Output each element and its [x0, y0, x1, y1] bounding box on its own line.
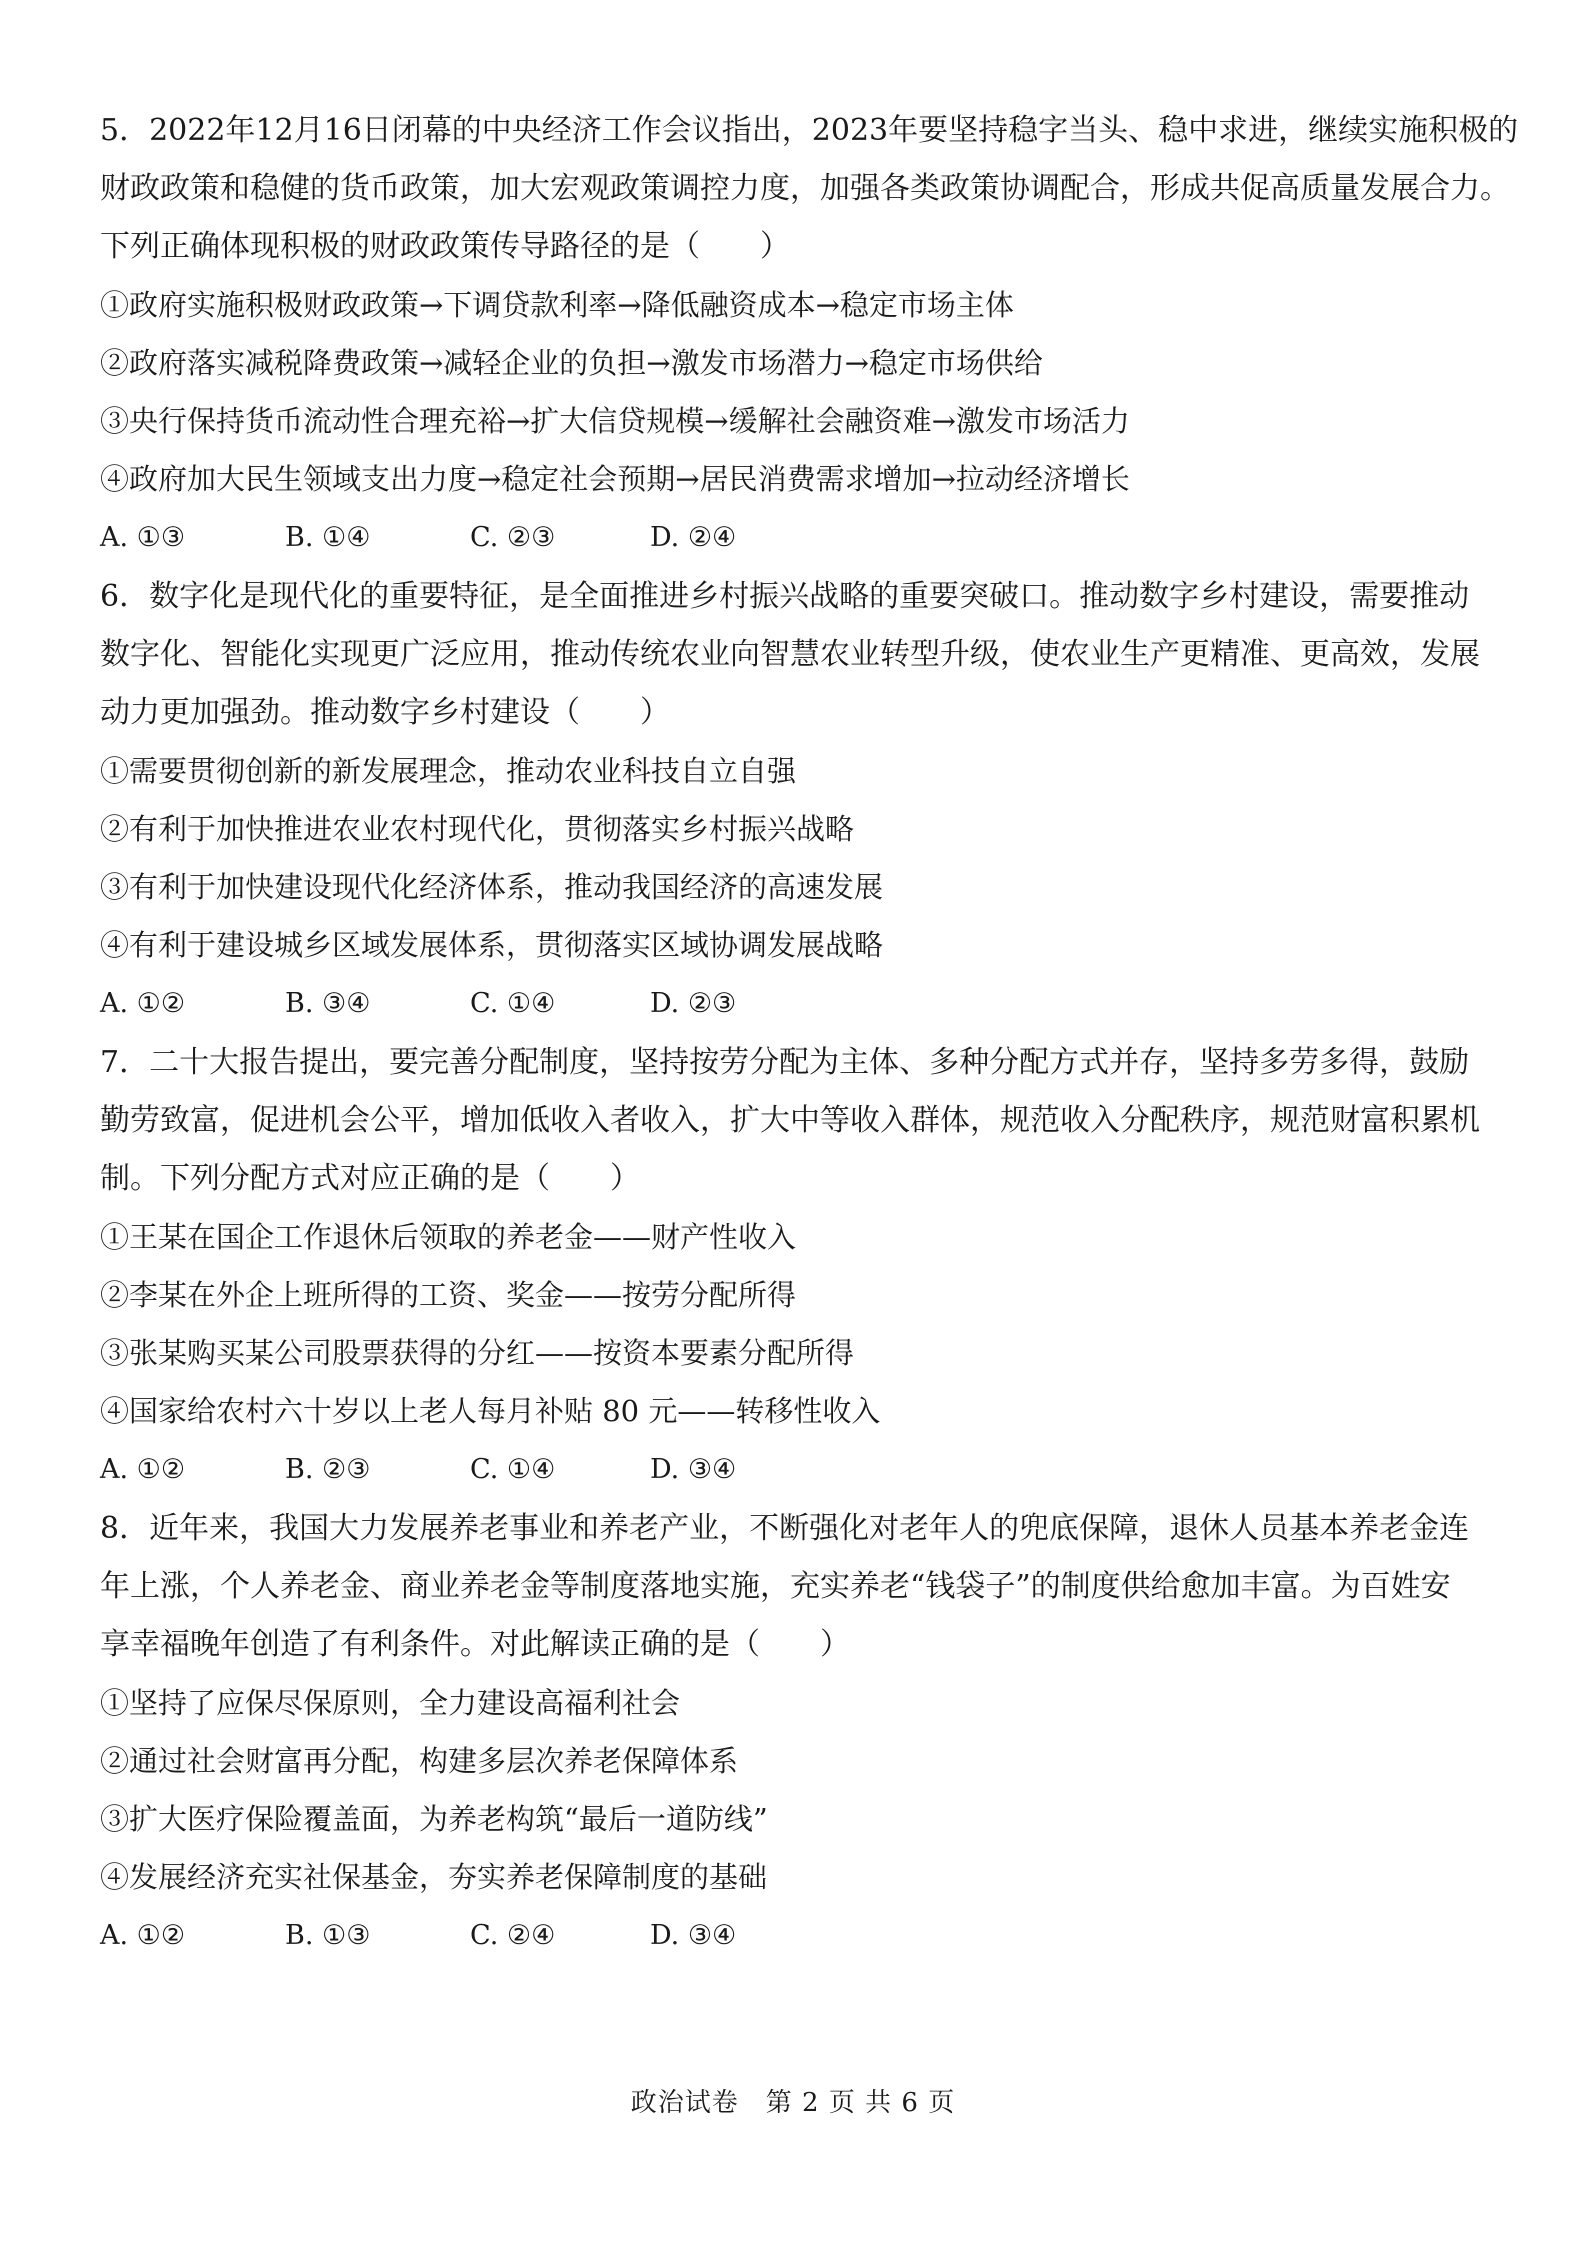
statement-3: ③张某购买某公司股票获得的分红——按资本要素分配所得: [100, 1336, 855, 1370]
question-stem-line: 6．数字化是现代化的重要特征，是全面推进乡村振兴战略的重要突破口。推动数字乡村建设，需要推动: [100, 579, 1470, 614]
question-list: [100, 102, 1520, 1966]
question-7: [100, 1034, 1520, 1500]
statement-4: ④有利于建设城乡区域发展体系，贯彻落实区域协调发展战略: [100, 928, 884, 962]
answer-choices: [100, 1906, 1520, 1966]
page-footer: 政治试卷 第 2 页 共 6 页: [630, 2088, 956, 2118]
question-stem-line: 下列正确体现积极的财政政策传导路径的是（ ）: [100, 229, 790, 264]
answer-choices: [100, 974, 1520, 1034]
question-stem-line: 7．二十大报告提出，要完善分配制度，坚持按劳分配为主体、多种分配方式并存，坚持多劳多得，鼓励: [100, 1045, 1470, 1080]
statement-1: ①政府实施积极财政政策→下调贷款利率→降低融资成本→稳定市场主体: [100, 288, 1014, 322]
statement-1: ①需要贯彻创新的新发展理念，推动农业科技自立自强: [100, 754, 797, 788]
question-stem-line: 勤劳致富，促进机会公平，增加低收入者收入，扩大中等收入群体，规范收入分配秩序，规范财富积累机: [100, 1103, 1480, 1138]
choice-d: D. ③④: [650, 1454, 737, 1485]
choice-a: A. ①②: [100, 1920, 186, 1951]
statement-3: ③扩大医疗保险覆盖面，为养老构筑“最后一道防线”: [100, 1802, 768, 1836]
answer-choices: [100, 1440, 1520, 1500]
choice-b: B. ③④: [285, 988, 371, 1019]
statement-2: ②有利于加快推进农业农村现代化，贯彻落实乡村振兴战略: [100, 812, 855, 846]
statement-4: ④国家给农村六十岁以上老人每月补贴 80 元——转移性收入: [100, 1394, 881, 1428]
question-8: [100, 1500, 1520, 1966]
question-5: [100, 102, 1520, 568]
choice-d: D. ③④: [650, 1920, 737, 1951]
statement-2: ②政府落实减税降费政策→减轻企业的负担→激发市场潜力→稳定市场供给: [100, 346, 1043, 380]
choice-a: A. ①②: [100, 988, 186, 1019]
statement-2: ②通过社会财富再分配，构建多层次养老保障体系: [100, 1744, 739, 1778]
statement-1: ①王某在国企工作退休后领取的养老金——财产性收入: [100, 1220, 797, 1254]
statement-3: ③央行保持货币流动性合理充裕→扩大信贷规模→缓解社会融资难→激发市场活力: [100, 404, 1130, 438]
choice-a: A. ①③: [100, 522, 186, 553]
statement-2: ②李某在外企上班所得的工资、奖金——按劳分配所得: [100, 1278, 797, 1312]
question-stem-line: 数字化、智能化实现更广泛应用，推动传统农业向智慧农业转型升级，使农业生产更精准、更高效，发展: [100, 637, 1480, 672]
question-stem-line: 5．2022年12月16日闭幕的中央经济工作会议指出，2023年要坚持稳字当头、稳中求进，继续实施积极的: [100, 113, 1519, 148]
question-stem-line: 财政政策和稳健的货币政策，加大宏观政策调控力度，加强各类政策协调配合，形成共促高质量发展合力。: [100, 171, 1510, 206]
statement-4: ④政府加大民生领域支出力度→稳定社会预期→居民消费需求增加→拉动经济增长: [100, 462, 1130, 496]
choice-d: D. ②③: [650, 988, 737, 1019]
question-stem-line: 制。下列分配方式对应正确的是（ ）: [100, 1161, 640, 1196]
question-stem-line: 动力更加强劲。推动数字乡村建设（ ）: [100, 695, 670, 730]
choice-c: C. ①④: [470, 988, 556, 1019]
choice-c: C. ②③: [470, 522, 556, 553]
choice-a: A. ①②: [100, 1454, 186, 1485]
choice-c: C. ②④: [470, 1920, 556, 1951]
statement-4: ④发展经济充实社保基金，夯实养老保障制度的基础: [100, 1860, 768, 1894]
answer-choices: [100, 508, 1520, 568]
choice-b: B. ②③: [285, 1454, 371, 1485]
statement-3: ③有利于加快建设现代化经济体系，推动我国经济的高速发展: [100, 870, 884, 904]
question-stem-line: 8．近年来，我国大力发展养老事业和养老产业，不断强化对老年人的兜底保障，退休人员基本养老金连: [100, 1511, 1470, 1546]
choice-b: B. ①④: [285, 522, 371, 553]
choice-c: C. ①④: [470, 1454, 556, 1485]
question-stem-line: 享幸福晚年创造了有利条件。对此解读正确的是（ ）: [100, 1627, 850, 1662]
statement-1: ①坚持了应保尽保原则，全力建设高福利社会: [100, 1686, 681, 1720]
choice-d: D. ②④: [650, 522, 737, 553]
question-6: [100, 568, 1520, 1034]
choice-b: B. ①③: [285, 1920, 371, 1951]
question-stem-line: 年上涨，个人养老金、商业养老金等制度落地实施，充实养老“钱袋子”的制度供给愈加丰富。为百姓安: [100, 1569, 1451, 1604]
